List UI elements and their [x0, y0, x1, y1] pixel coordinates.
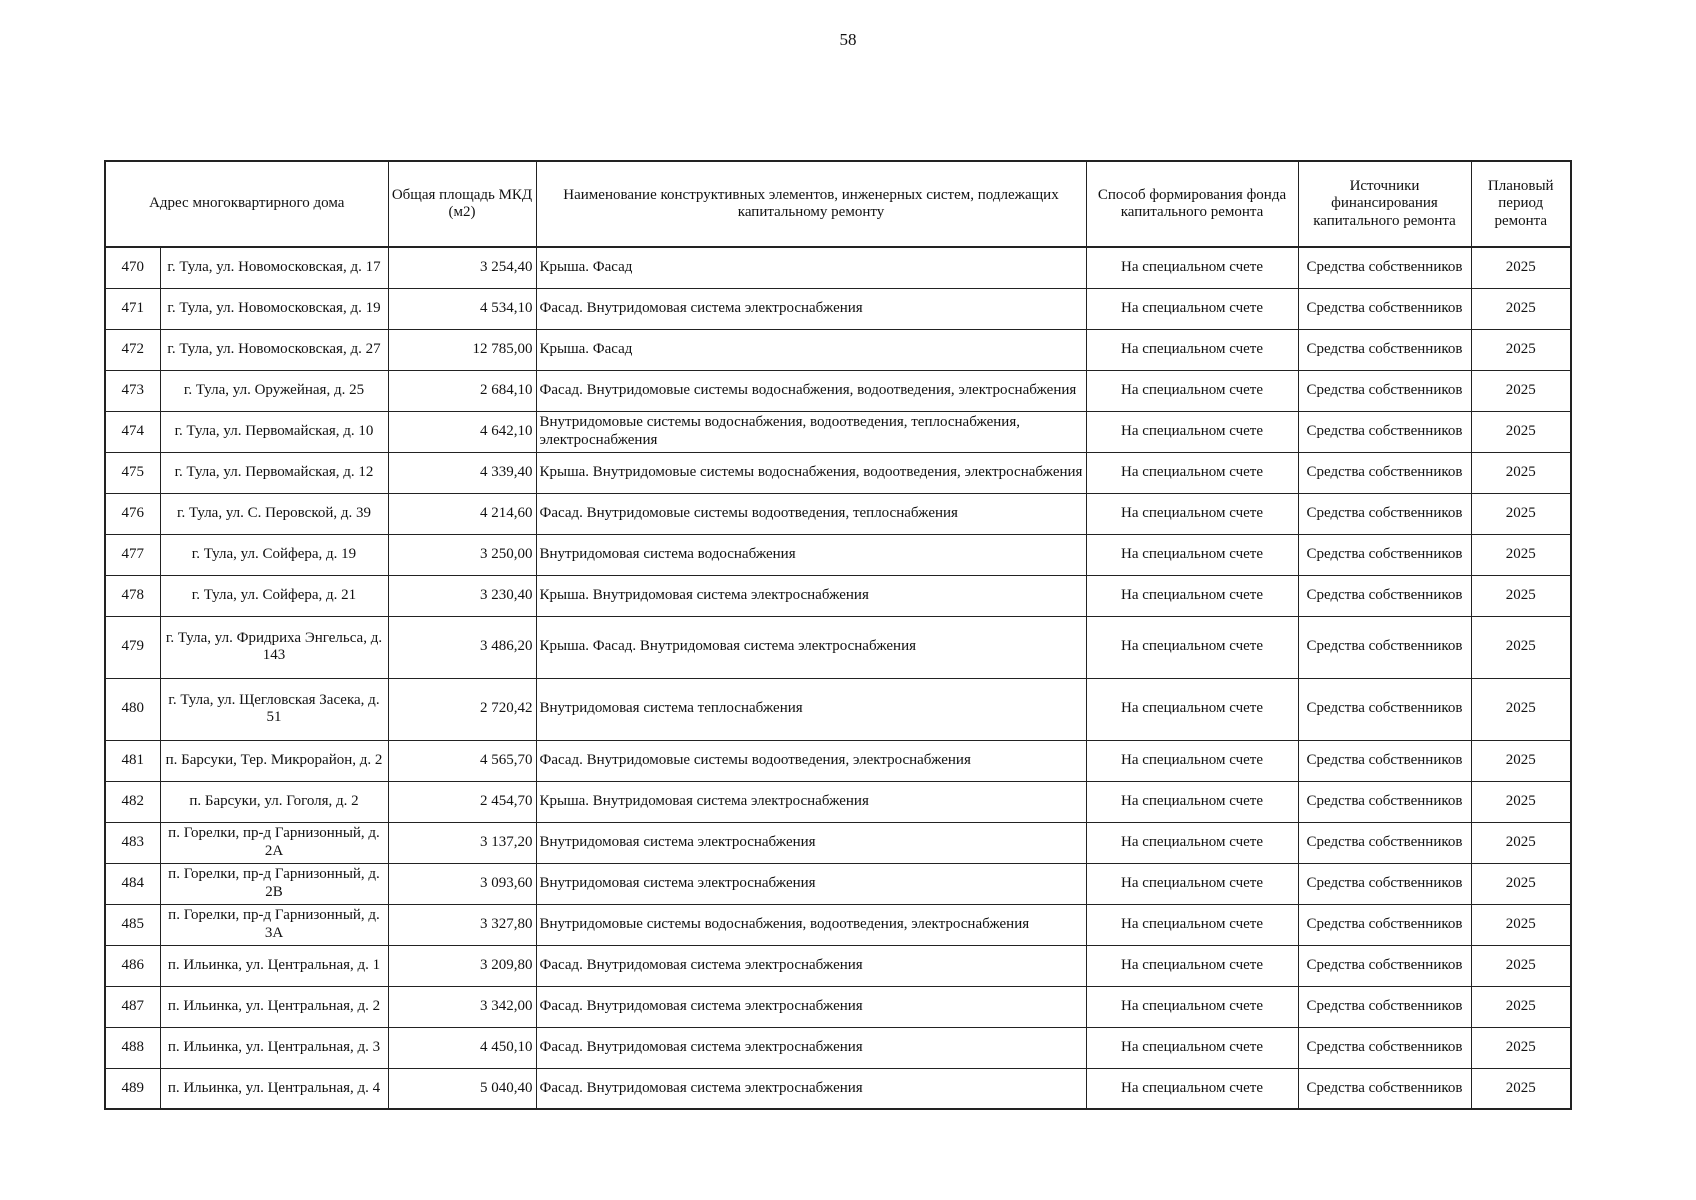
area-cell: 4 450,10 [388, 1027, 536, 1068]
area-cell: 4 642,10 [388, 411, 536, 452]
period-cell: 2025 [1471, 411, 1571, 452]
area-cell: 3 230,40 [388, 575, 536, 616]
area-cell: 12 785,00 [388, 329, 536, 370]
header-source: Источники финансирования капитального ремонта [1298, 161, 1471, 247]
row-number: 478 [105, 575, 160, 616]
period-cell: 2025 [1471, 678, 1571, 740]
table-row [105, 616, 1571, 678]
source-cell: Средства собственников [1298, 904, 1471, 945]
row-number: 484 [105, 863, 160, 904]
source-cell: Средства собственников [1298, 370, 1471, 411]
source-cell: Средства собственников [1298, 411, 1471, 452]
table-row [105, 904, 1571, 945]
area-cell: 3 254,40 [388, 247, 536, 288]
elements-cell: Крыша. Внутридомовая система электроснабжения [536, 575, 1086, 616]
table-row [105, 986, 1571, 1027]
elements-cell: Фасад. Внутридомовые системы водоотведения, теплоснабжения [536, 493, 1086, 534]
address-cell: г. Тула, ул. Сойфера, д. 21 [160, 575, 388, 616]
area-cell: 3 093,60 [388, 863, 536, 904]
area-cell: 2 684,10 [388, 370, 536, 411]
method-cell: На специальном счете [1086, 986, 1298, 1027]
elements-cell: Внутридомовая система электроснабжения [536, 863, 1086, 904]
table-row [105, 247, 1571, 288]
address-cell: г. Тула, ул. Новомосковская, д. 17 [160, 247, 388, 288]
source-cell: Средства собственников [1298, 616, 1471, 678]
source-cell: Средства собственников [1298, 288, 1471, 329]
address-cell: п. Барсуки, Тер. Микрорайон, д. 2 [160, 740, 388, 781]
address-cell: г. Тула, ул. Первомайская, д. 10 [160, 411, 388, 452]
elements-cell: Фасад. Внутридомовая система электроснабжения [536, 945, 1086, 986]
table-row [105, 575, 1571, 616]
area-cell: 3 250,00 [388, 534, 536, 575]
source-cell: Средства собственников [1298, 575, 1471, 616]
method-cell: На специальном счете [1086, 288, 1298, 329]
area-cell: 4 565,70 [388, 740, 536, 781]
method-cell: На специальном счете [1086, 493, 1298, 534]
row-number: 470 [105, 247, 160, 288]
area-cell: 3 209,80 [388, 945, 536, 986]
source-cell: Средства собственников [1298, 945, 1471, 986]
period-cell: 2025 [1471, 247, 1571, 288]
method-cell: На специальном счете [1086, 452, 1298, 493]
source-cell: Средства собственников [1298, 740, 1471, 781]
row-number: 489 [105, 1068, 160, 1109]
elements-cell: Внутридомовая система теплоснабжения [536, 678, 1086, 740]
table-row [105, 288, 1571, 329]
period-cell: 2025 [1471, 945, 1571, 986]
page-number: 58 [839, 30, 857, 49]
row-number: 482 [105, 781, 160, 822]
method-cell: На специальном счете [1086, 863, 1298, 904]
method-cell: На специальном счете [1086, 247, 1298, 288]
period-cell: 2025 [1471, 288, 1571, 329]
elements-cell: Крыша. Внутридомовая система электроснабжения [536, 781, 1086, 822]
period-cell: 2025 [1471, 575, 1571, 616]
area-cell: 5 040,40 [388, 1068, 536, 1109]
elements-cell: Крыша. Фасад [536, 329, 1086, 370]
header-elements: Наименование конструктивных элементов, инженерных систем, подлежащих капитальному ремонту [536, 161, 1086, 247]
method-cell: На специальном счете [1086, 575, 1298, 616]
table-row [105, 411, 1571, 452]
elements-cell: Фасад. Внутридомовая система электроснабжения [536, 1027, 1086, 1068]
method-cell: На специальном счете [1086, 411, 1298, 452]
method-cell: На специальном счете [1086, 945, 1298, 986]
period-cell: 2025 [1471, 863, 1571, 904]
row-number: 481 [105, 740, 160, 781]
source-cell: Средства собственников [1298, 534, 1471, 575]
address-cell: п. Ильинка, ул. Центральная, д. 1 [160, 945, 388, 986]
period-cell: 2025 [1471, 986, 1571, 1027]
period-cell: 2025 [1471, 452, 1571, 493]
table-row [105, 1027, 1571, 1068]
table-row [105, 452, 1571, 493]
area-cell: 2 720,42 [388, 678, 536, 740]
method-cell: На специальном счете [1086, 370, 1298, 411]
header-area: Общая площадь МКД (м2) [388, 161, 536, 247]
address-cell: п. Барсуки, ул. Гоголя, д. 2 [160, 781, 388, 822]
address-cell: г. Тула, ул. Фридриха Энгельса, д. 143 [160, 616, 388, 678]
row-number: 485 [105, 904, 160, 945]
area-cell: 3 486,20 [388, 616, 536, 678]
row-number: 473 [105, 370, 160, 411]
address-cell: г. Тула, ул. Сойфера, д. 19 [160, 534, 388, 575]
period-cell: 2025 [1471, 493, 1571, 534]
source-cell: Средства собственников [1298, 1027, 1471, 1068]
address-cell: г. Тула, ул. Щегловская Засека, д. 51 [160, 678, 388, 740]
area-cell: 3 342,00 [388, 986, 536, 1027]
source-cell: Средства собственников [1298, 822, 1471, 863]
area-cell: 4 534,10 [388, 288, 536, 329]
elements-cell: Внутридомовые системы водоснабжения, водоотведения, электроснабжения [536, 904, 1086, 945]
row-number: 475 [105, 452, 160, 493]
period-cell: 2025 [1471, 740, 1571, 781]
elements-cell: Крыша. Фасад [536, 247, 1086, 288]
table-row [105, 740, 1571, 781]
method-cell: На специальном счете [1086, 740, 1298, 781]
source-cell: Средства собственников [1298, 781, 1471, 822]
method-cell: На специальном счете [1086, 781, 1298, 822]
table-row [105, 945, 1571, 986]
table-row [105, 493, 1571, 534]
method-cell: На специальном счете [1086, 329, 1298, 370]
source-cell: Средства собственников [1298, 1068, 1471, 1109]
area-cell: 3 327,80 [388, 904, 536, 945]
period-cell: 2025 [1471, 329, 1571, 370]
table-row [105, 534, 1571, 575]
period-cell: 2025 [1471, 1068, 1571, 1109]
elements-cell: Фасад. Внутридомовые системы водоотведения, электроснабжения [536, 740, 1086, 781]
method-cell: На специальном счете [1086, 904, 1298, 945]
method-cell: На специальном счете [1086, 1068, 1298, 1109]
table-row [105, 822, 1571, 863]
table-row [105, 1068, 1571, 1109]
source-cell: Средства собственников [1298, 678, 1471, 740]
period-cell: 2025 [1471, 822, 1571, 863]
row-number: 480 [105, 678, 160, 740]
elements-cell: Фасад. Внутридомовые системы водоснабжения, водоотведения, электроснабжения [536, 370, 1086, 411]
elements-cell: Фасад. Внутридомовая система электроснабжения [536, 288, 1086, 329]
address-cell: г. Тула, ул. Новомосковская, д. 27 [160, 329, 388, 370]
header-address: Адрес многоквартирного дома [105, 161, 388, 247]
row-number: 474 [105, 411, 160, 452]
period-cell: 2025 [1471, 534, 1571, 575]
address-cell: п. Ильинка, ул. Центральная, д. 3 [160, 1027, 388, 1068]
period-cell: 2025 [1471, 781, 1571, 822]
table-row [105, 678, 1571, 740]
source-cell: Средства собственников [1298, 986, 1471, 1027]
period-cell: 2025 [1471, 370, 1571, 411]
header-period: Плановый период ремонта [1471, 161, 1571, 247]
method-cell: На специальном счете [1086, 1027, 1298, 1068]
row-number: 483 [105, 822, 160, 863]
address-cell: г. Тула, ул. Оружейная, д. 25 [160, 370, 388, 411]
table-header-row [105, 161, 1571, 247]
address-cell: г. Тула, ул. Первомайская, д. 12 [160, 452, 388, 493]
table-row [105, 329, 1571, 370]
table-body [105, 247, 1571, 1109]
row-number: 477 [105, 534, 160, 575]
source-cell: Средства собственников [1298, 329, 1471, 370]
source-cell: Средства собственников [1298, 247, 1471, 288]
area-cell: 3 137,20 [388, 822, 536, 863]
elements-cell: Внутридомовая система водоснабжения [536, 534, 1086, 575]
row-number: 476 [105, 493, 160, 534]
row-number: 472 [105, 329, 160, 370]
method-cell: На специальном счете [1086, 616, 1298, 678]
header-method: Способ формирования фонда капитального ремонта [1086, 161, 1298, 247]
address-cell: п. Горелки, пр-д Гарнизонный, д. 3А [160, 904, 388, 945]
period-cell: 2025 [1471, 1027, 1571, 1068]
row-number: 487 [105, 986, 160, 1027]
source-cell: Средства собственников [1298, 452, 1471, 493]
period-cell: 2025 [1471, 616, 1571, 678]
area-cell: 2 454,70 [388, 781, 536, 822]
method-cell: На специальном счете [1086, 534, 1298, 575]
method-cell: На специальном счете [1086, 678, 1298, 740]
address-cell: г. Тула, ул. С. Перовской, д. 39 [160, 493, 388, 534]
row-number: 479 [105, 616, 160, 678]
address-cell: п. Горелки, пр-д Гарнизонный, д. 2А [160, 822, 388, 863]
row-number: 471 [105, 288, 160, 329]
row-number: 488 [105, 1027, 160, 1068]
row-number: 486 [105, 945, 160, 986]
source-cell: Средства собственников [1298, 863, 1471, 904]
table-row [105, 863, 1571, 904]
elements-cell: Фасад. Внутридомовая система электроснабжения [536, 1068, 1086, 1109]
elements-cell: Крыша. Внутридомовые системы водоснабжения, водоотведения, электроснабжения [536, 452, 1086, 493]
address-cell: п. Ильинка, ул. Центральная, д. 4 [160, 1068, 388, 1109]
address-cell: п. Горелки, пр-д Гарнизонный, д. 2В [160, 863, 388, 904]
table-row [105, 781, 1571, 822]
elements-cell: Крыша. Фасад. Внутридомовая система электроснабжения [536, 616, 1086, 678]
area-cell: 4 214,60 [388, 493, 536, 534]
table-row [105, 370, 1571, 411]
area-cell: 4 339,40 [388, 452, 536, 493]
address-cell: п. Ильинка, ул. Центральная, д. 2 [160, 986, 388, 1027]
elements-cell: Внутридомовая система электроснабжения [536, 822, 1086, 863]
elements-cell: Фасад. Внутридомовая система электроснабжения [536, 986, 1086, 1027]
period-cell: 2025 [1471, 904, 1571, 945]
source-cell: Средства собственников [1298, 493, 1471, 534]
address-cell: г. Тула, ул. Новомосковская, д. 19 [160, 288, 388, 329]
elements-cell: Внутридомовые системы водоснабжения, водоотведения, теплоснабжения, электроснабжения [536, 411, 1086, 452]
method-cell: На специальном счете [1086, 822, 1298, 863]
repair-plan-table [104, 160, 1572, 1110]
